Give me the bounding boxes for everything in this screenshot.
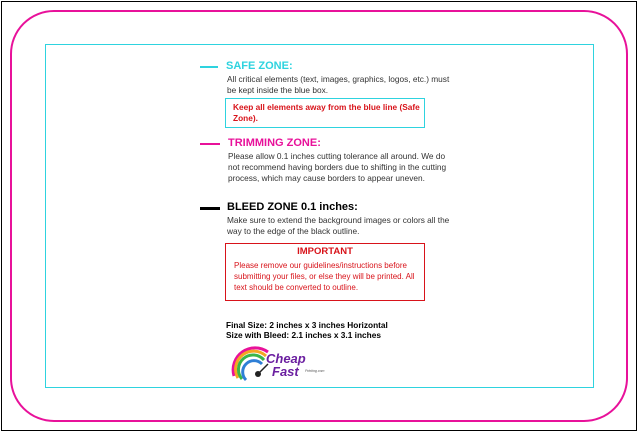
- logo-small-text: Printing.com: [305, 369, 325, 373]
- logo-word-cheap: Cheap: [266, 351, 306, 366]
- final-size-text: Final Size: 2 inches x 3 inches Horizontal: [226, 320, 388, 330]
- safe-zone-title: SAFE ZONE:: [226, 60, 293, 72]
- safe-zone-description: All critical elements (text, images, graphics, logos, etc.) must be kept inside the blue box.: [227, 74, 450, 95]
- trimming-zone-legend-line: [200, 143, 220, 145]
- important-title: IMPORTANT: [297, 246, 353, 257]
- safe-zone-legend-line: [200, 66, 218, 68]
- bleed-zone-legend-line: [200, 207, 220, 210]
- bleed-zone-description: Make sure to extend the background images or colors all the way to the edge of the black outline.: [227, 215, 450, 236]
- bleed-size-text: Size with Bleed: 2.1 inches x 3.1 inches: [226, 330, 381, 340]
- safe-zone-callout-text: Keep all elements away from the blue line (Safe Zone).: [233, 102, 420, 123]
- trimming-zone-description: Please allow 0.1 inches cutting tolerance all around. We do not recommend having borders due to shifting in the cutting process, which may cause borders to appear uneven.: [228, 151, 447, 183]
- logo-word-fast: Fast: [272, 364, 299, 379]
- important-text: Please remove our guidelines/instructions before submitting your files, or else they will be printed. All text should be converted to outline.: [234, 261, 415, 292]
- bleed-zone-title: BLEED ZONE 0.1 inches:: [227, 201, 358, 213]
- trimming-zone-title: TRIMMING ZONE:: [228, 137, 321, 149]
